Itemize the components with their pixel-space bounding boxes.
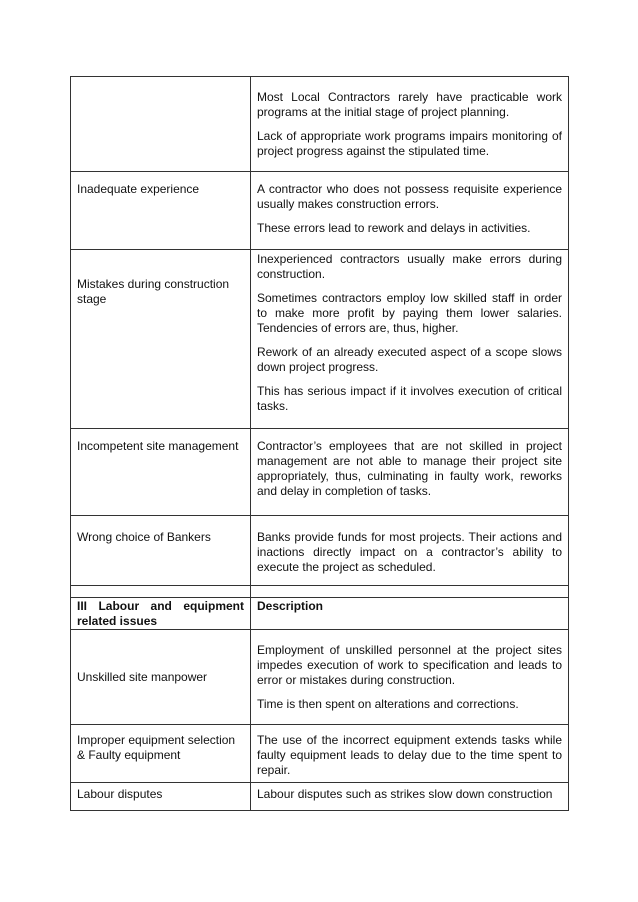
description-paragraph: The use of the incorrect equipment extends tasks while faulty equipment leads to delay due to the time spent to repair. bbox=[257, 733, 562, 777]
issues-table bbox=[70, 76, 569, 811]
issue-cell: Inadequate experience bbox=[71, 172, 251, 250]
section-description-header: Description bbox=[251, 598, 569, 630]
description-paragraph: This has serious impact if it involves execution of critical tasks. bbox=[257, 384, 562, 413]
description-cell bbox=[251, 630, 569, 725]
table-row bbox=[71, 725, 569, 783]
issue-cell: Wrong choice of Bankers bbox=[71, 516, 251, 586]
description-paragraph: Labour disputes such as strikes slow down construction bbox=[257, 787, 553, 801]
description-paragraph: Rework of an already executed aspect of a scope slows down project progress. bbox=[257, 345, 562, 374]
description-cell bbox=[251, 516, 569, 586]
section-label: III Labour and equipment related issues bbox=[71, 598, 251, 630]
description-paragraph: Sometimes contractors employ low skilled staff in order to make more profit by paying them lower salaries. Tendencies of errors are, thus, higher. bbox=[257, 291, 562, 335]
issue-cell: Incompetent site management bbox=[71, 429, 251, 516]
issue-cell: Mistakes during construction stage bbox=[71, 250, 251, 429]
description-paragraph: Banks provide funds for most projects. Their actions and inactions directly impact on a contractor’s ability to execute the project as scheduled. bbox=[257, 530, 562, 574]
table-row bbox=[71, 172, 569, 250]
description-cell bbox=[251, 77, 569, 172]
section-header-row bbox=[71, 598, 569, 630]
issue-cell: Unskilled site manpower bbox=[71, 630, 251, 725]
description-cell bbox=[251, 250, 569, 429]
description-paragraph: These errors lead to rework and delays in activities. bbox=[257, 221, 531, 235]
table-row bbox=[71, 429, 569, 516]
table-row bbox=[71, 516, 569, 586]
table-row bbox=[71, 250, 569, 429]
description-paragraph: Lack of appropriate work programs impairs monitoring of project progress against the stipulated time. bbox=[257, 128, 562, 158]
description-paragraph: Time is then spent on alterations and corrections. bbox=[257, 696, 519, 711]
description-cell bbox=[251, 725, 569, 783]
issue-cell bbox=[71, 77, 251, 172]
description-cell bbox=[251, 783, 569, 811]
table-row bbox=[71, 783, 569, 811]
description-cell bbox=[251, 172, 569, 250]
description-paragraph: A contractor who does not possess requisite experience usually makes construction errors. bbox=[257, 182, 562, 211]
table-row bbox=[71, 77, 569, 172]
issue-cell: Improper equipment selection & Faulty equipment bbox=[71, 725, 251, 783]
table-row bbox=[71, 630, 569, 725]
description-paragraph: Most Local Contractors rarely have practicable work programs at the initial stage of project planning. bbox=[257, 89, 562, 119]
description-cell bbox=[251, 429, 569, 516]
issue-cell: Labour disputes bbox=[71, 783, 251, 811]
description-paragraph: Employment of unskilled personnel at the project sites impedes execution of work to specification and leads to error or mistakes during construction. bbox=[257, 642, 562, 687]
table-row bbox=[71, 586, 569, 598]
description-paragraph: Inexperienced contractors usually make errors during construction. bbox=[257, 252, 562, 281]
description-paragraph: Contractor’s employees that are not skilled in project management are not able to manage their project site appropriately, thus, culminating in faulty work, reworks and delay in completion of tasks. bbox=[257, 439, 562, 498]
